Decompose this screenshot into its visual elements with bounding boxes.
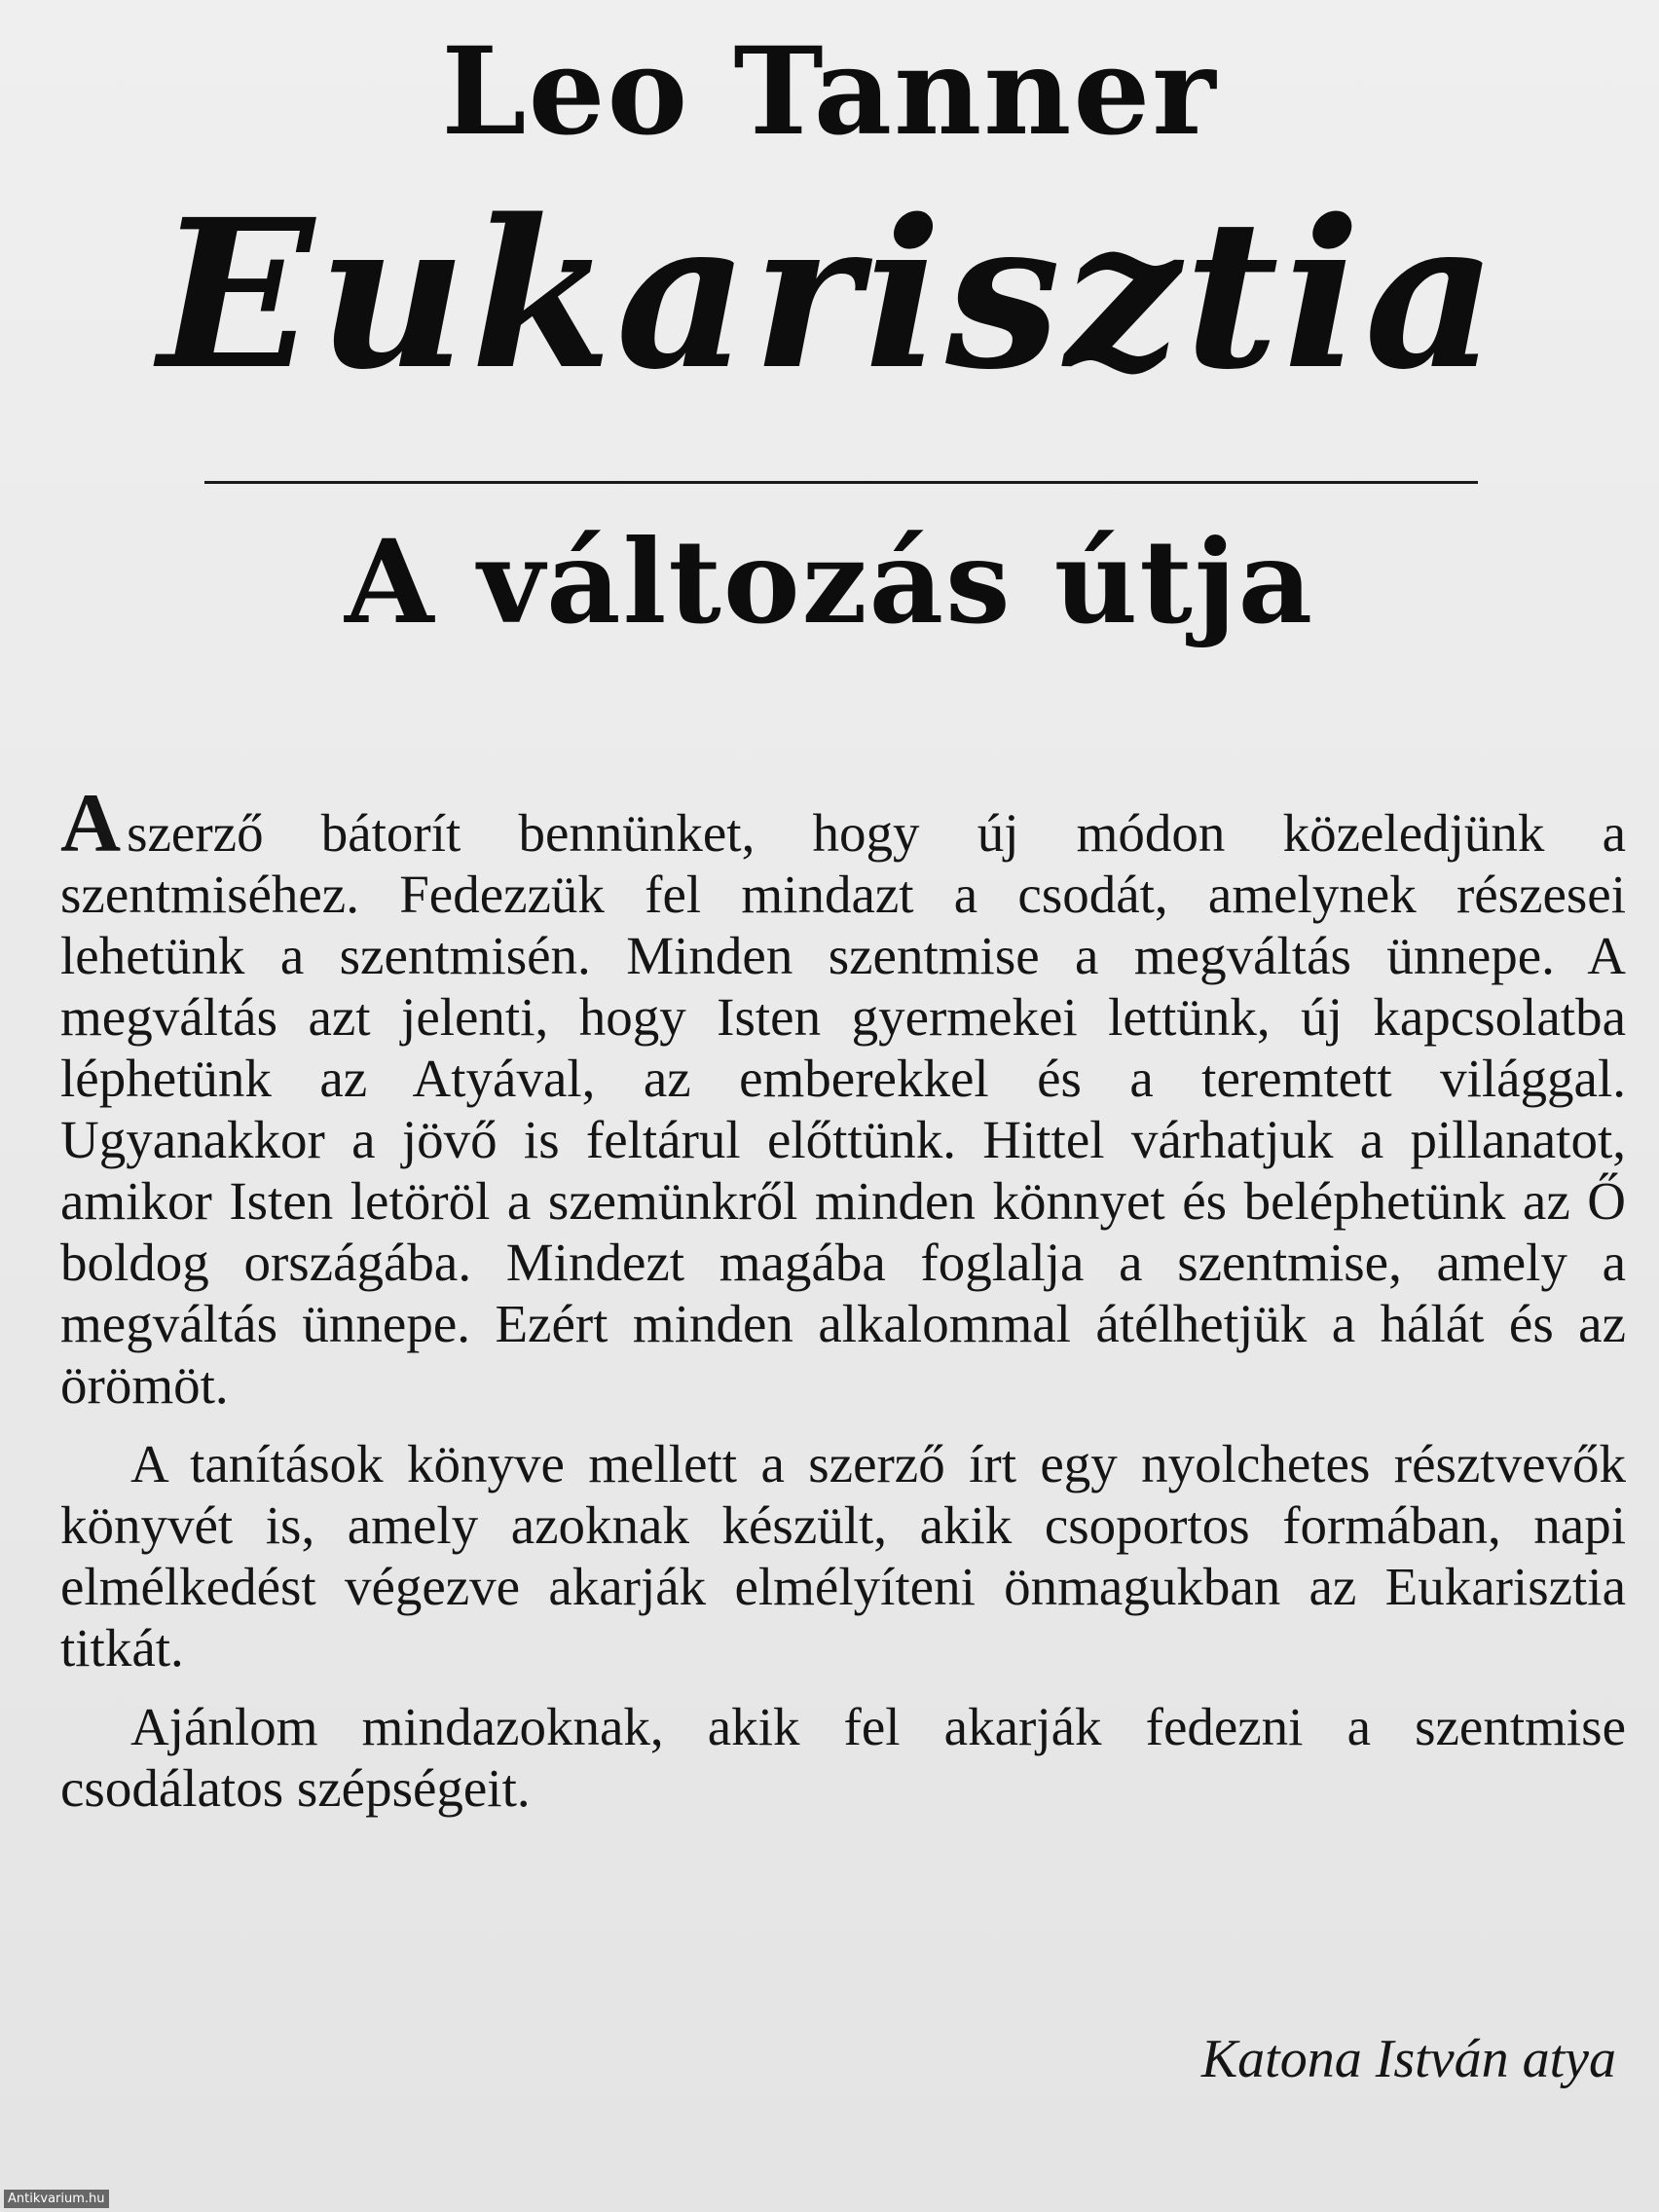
blurb-text <box>60 776 1626 1836</box>
blurb-paragraph-2: A tanítások könyve mellett a szerző írt egy nyolchetes résztvevők könyvét is, amely azoknak készült, akik csoportos formában, napi elmélkedést végezve akarják elmélyíteni önmagukban az Eukarisztia titkát. <box>60 1434 1626 1677</box>
book-subtitle: A változás útja <box>344 514 1315 649</box>
blurb-paragraph-1-text: szerző bátorít bennünket, hogy új módon közeledjünk a szentmiséhez. Fedezzük fel mindazt a csodát, amelynek részesei lehetünk a szentmisén. Minden szentmise a megváltás ünnepe. A megváltás azt jelenti, hogy Isten gyermekei lettünk, új kapcsolatba léphetünk az Atyával, az emberekkel és a teremtett világgal. Ugyanakkor a jövő is feltárul előttünk. Hittel várhatjuk a pillanatot, amikor Isten letöröl a szemünkről minden könnyet és beléphetünk az Ő boldog országába. Mindezt magába foglalja a szentmise, amely a megváltás ünnepe. Ezért minden alkalommal átélhetjük a hálát és az örömöt. <box>60 803 1626 1415</box>
book-title: Eukarisztia <box>158 174 1501 415</box>
blurb-paragraph-1 <box>60 776 1626 1416</box>
author-name: Leo Tanner <box>441 21 1218 163</box>
title-divider <box>204 481 1478 484</box>
blurb-paragraph-3: Ajánlom mindazoknak, akik fel akarják fedezni a szentmise csodálatos szépségeit. <box>60 1697 1626 1818</box>
drop-cap: A <box>60 776 122 869</box>
watermark-label: Antikvarium.hu <box>4 2190 109 2208</box>
blurb-signature: Katona István atya <box>1200 2029 1616 2089</box>
